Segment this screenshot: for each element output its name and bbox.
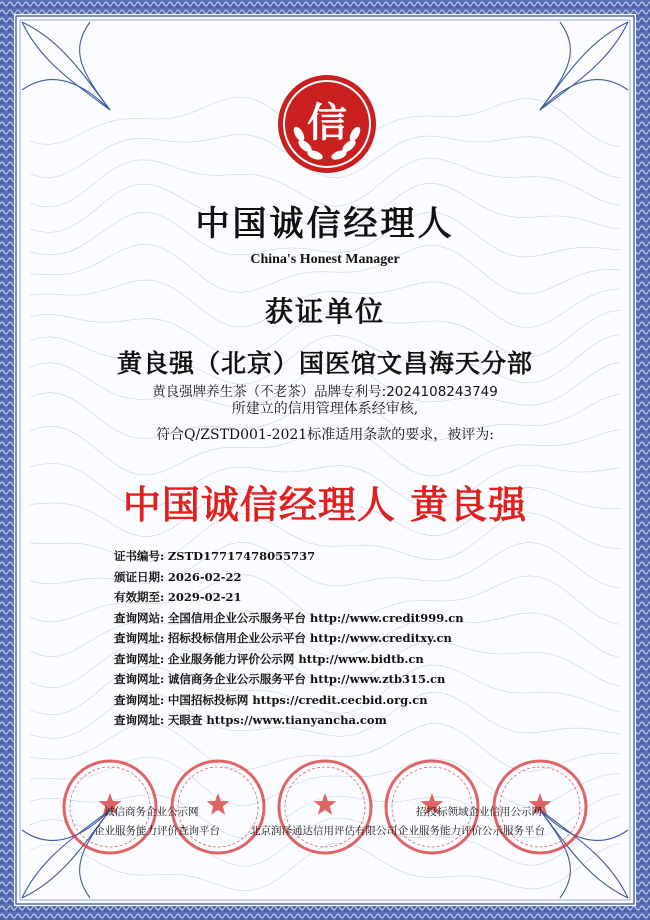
detail-label: 证书编号: bbox=[114, 549, 165, 563]
detail-row bbox=[114, 669, 554, 690]
certificate-title: 中国诚信经理人 bbox=[195, 204, 455, 244]
review-statement: 所建立的信用管理体系经审核, bbox=[231, 401, 419, 417]
seal-stamp-3 bbox=[279, 761, 371, 853]
detail-label: 查询网址: bbox=[114, 713, 165, 727]
detail-value: 招标投标信用企业公示平台 http://www.creditxy.cn bbox=[167, 631, 452, 645]
detail-value: 2026-02-22 bbox=[167, 569, 242, 584]
seal-star-icon bbox=[314, 793, 337, 815]
seal-caption-1: 诚信商务企业公示网 bbox=[104, 806, 199, 818]
detail-value: 2029-02-21 bbox=[167, 590, 242, 604]
detail-value: 诚信商务企业公示服务平台 http://www.ztb315.cn bbox=[167, 672, 446, 686]
detail-label: 有效期至: bbox=[114, 590, 165, 604]
detail-value: 全国信用企业公示服务平台 http://www.credit999.cn bbox=[167, 610, 464, 625]
honor-title: 中国诚信经理人 黄良强 bbox=[122, 483, 528, 527]
certificate-details bbox=[114, 546, 554, 731]
detail-label: 查询网站: bbox=[114, 610, 165, 625]
certificate-title-english: China's Honest Manager bbox=[250, 252, 400, 267]
detail-label: 查询网址: bbox=[114, 631, 165, 645]
detail-row bbox=[114, 608, 554, 629]
detail-value: 中国招标投标网 https://credit.cecbid.org.cn bbox=[167, 692, 428, 707]
detail-label: 查询网址: bbox=[114, 692, 165, 707]
organization-name: 黄良强（北京）国医馆文昌海天分部 bbox=[116, 349, 533, 378]
detail-label: 查询网址: bbox=[114, 651, 165, 666]
detail-value: 天眼查 https://www.tianyancha.com bbox=[167, 713, 387, 727]
detail-row bbox=[114, 587, 554, 608]
detail-row bbox=[114, 649, 554, 670]
seal-caption-3: 北京润泽通达信用评估有限公司 bbox=[250, 825, 397, 837]
detail-row bbox=[114, 567, 554, 588]
detail-value: 企业服务能力评价公示网 http://www.bidtb.cn bbox=[167, 651, 424, 666]
seal-caption-2: 企业服务能力评价查询平台 bbox=[94, 825, 220, 837]
brand-patent-line: 黄良强牌养生茶（不老茶）品牌专利号:2024108243749 bbox=[152, 384, 498, 400]
seal-star-icon bbox=[207, 793, 230, 815]
award-label: 获证单位 bbox=[264, 295, 385, 328]
emblem-char: 信 bbox=[307, 100, 347, 146]
detail-label: 查询网址: bbox=[114, 672, 165, 686]
detail-row bbox=[114, 690, 554, 711]
detail-row bbox=[114, 628, 554, 649]
official-seals bbox=[0, 755, 650, 865]
detail-row bbox=[114, 546, 554, 567]
detail-row bbox=[114, 710, 554, 731]
standard-statement: 符合Q/ZSTD001-2021标准适用条款的要求，被评为: bbox=[156, 427, 494, 443]
credit-emblem-icon bbox=[275, 72, 379, 176]
detail-label: 颁证日期: bbox=[114, 569, 165, 584]
detail-value: ZSTD17717478055737 bbox=[167, 549, 316, 563]
seal-caption-4: 招投标领域企业信用公示网 bbox=[416, 806, 542, 818]
seal-caption-5: 企业服务能力评价公示服务平台 bbox=[398, 825, 545, 837]
